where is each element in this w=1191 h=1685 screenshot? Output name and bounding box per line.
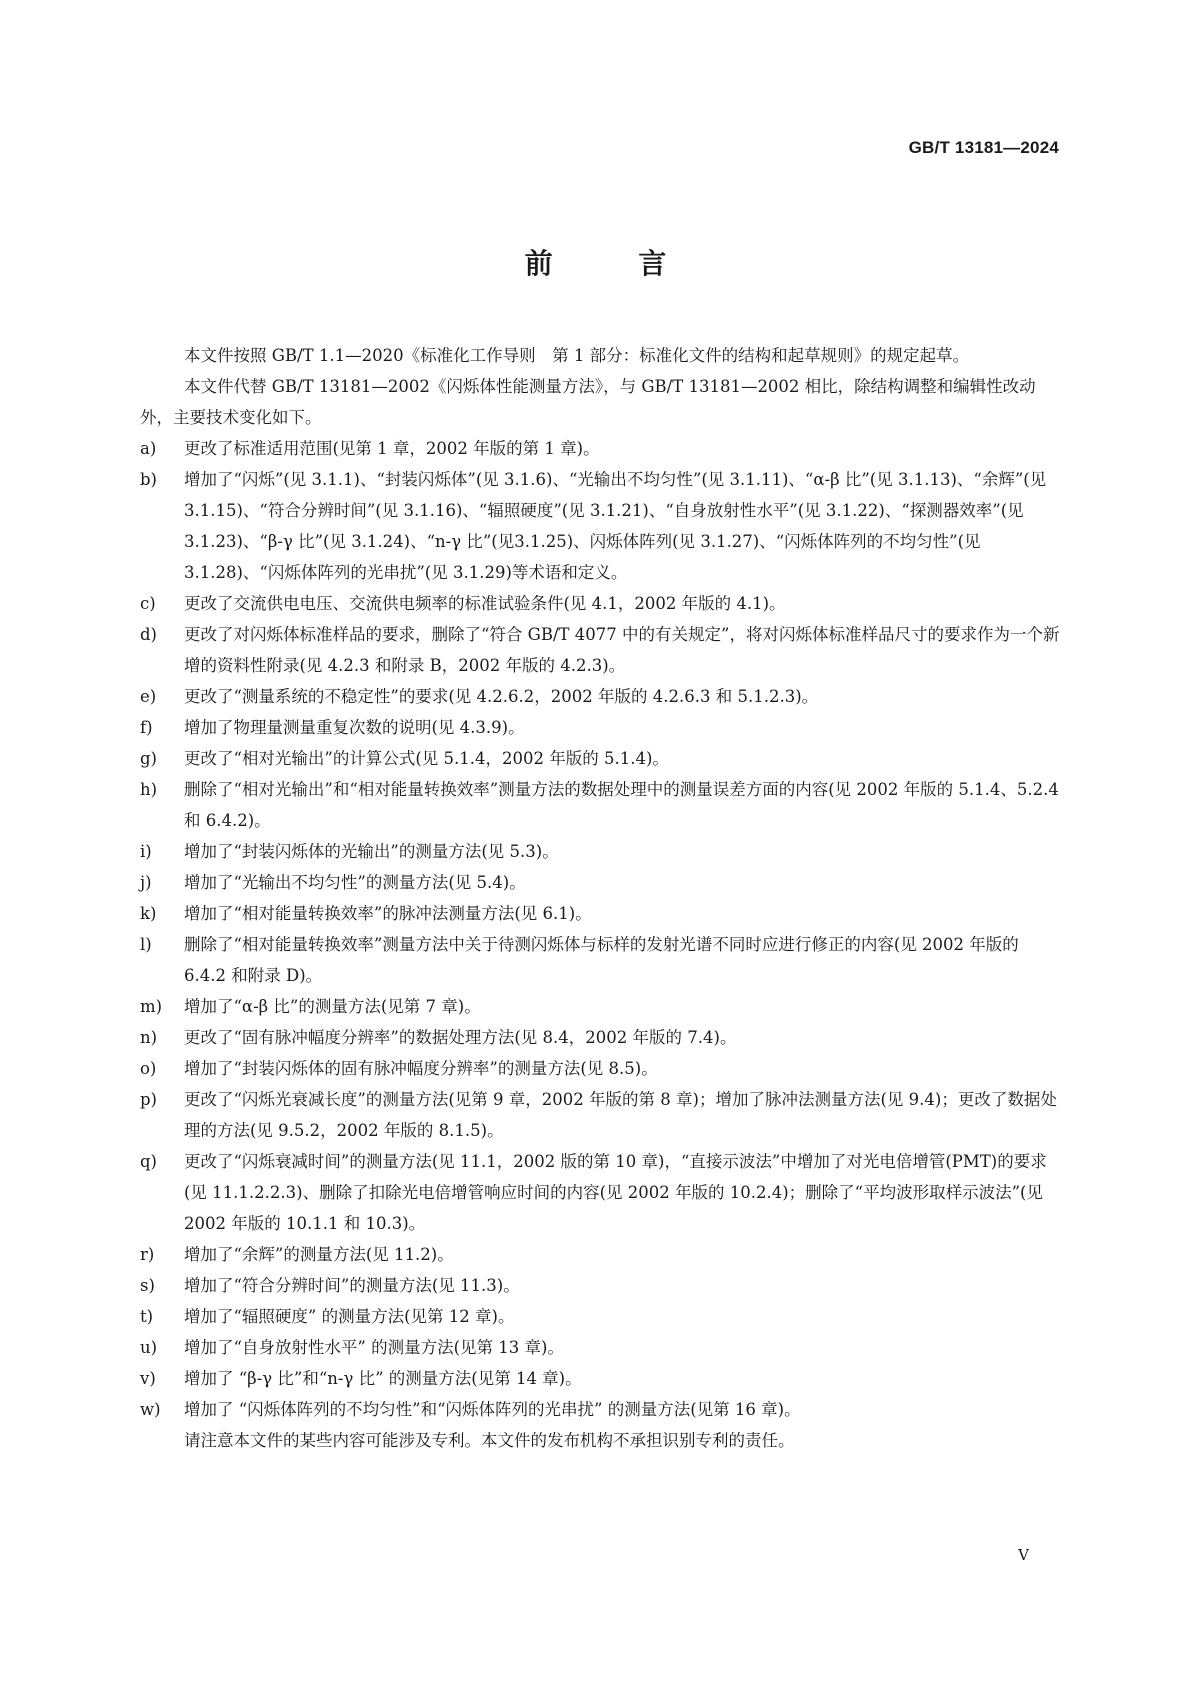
list-item xyxy=(140,1301,1060,1332)
list-item xyxy=(140,1270,1060,1301)
list-item-text: 更改了对闪烁体标准样品的要求，删除了“符合 GB/T 4077 中的有关规定”，将对闪烁体标准样品尺寸的要求作为一个新增的资料性附录(见 4.2.3 和附录 B，2002 年版的 4.2.3)。 xyxy=(184,625,1060,675)
list-item-label: s) xyxy=(140,1276,155,1295)
list-item-label: d) xyxy=(140,625,157,644)
list-item xyxy=(140,743,1060,774)
list-item xyxy=(140,464,1060,588)
list-item-label: r) xyxy=(140,1245,155,1264)
list-item-text: 增加了“辐照硬度” 的测量方法(见第 12 章)。 xyxy=(184,1307,515,1326)
list-item-text: 增加了“余辉”的测量方法(见 11.2)。 xyxy=(184,1245,454,1264)
list-item xyxy=(140,1022,1060,1053)
list-item-text: 增加了“封装闪烁体的光输出”的测量方法(见 5.3)。 xyxy=(184,842,559,861)
list-item-label: q) xyxy=(140,1152,157,1171)
list-item xyxy=(140,588,1060,619)
list-item xyxy=(140,712,1060,743)
list-item-label: k) xyxy=(140,904,157,923)
intro-paragraph: 本文件按照 GB/T 1.1—2020《标准化工作导则 第 1 部分：标准化文件的结构和起草规则》的规定起草。 xyxy=(184,346,970,365)
list-item-text: 删除了“相对光输出”和“相对能量转换效率”测量方法的数据处理中的测量误差方面的内容(见 2002 年版的 5.1.4、5.2.4 和 6.4.2)。 xyxy=(184,780,1059,830)
list-item-text: 增加了“相对能量转换效率”的脉冲法测量方法(见 6.1)。 xyxy=(184,904,592,923)
list-item-text: 增加了“α-β 比”的测量方法(见第 7 章)。 xyxy=(184,997,481,1016)
patent-notice: 请注意本文件的某些内容可能涉及专利。本文件的发布机构不承担识别专利的责任。 xyxy=(184,1431,795,1450)
list-item-label: b) xyxy=(140,470,157,489)
list-item-label: w) xyxy=(140,1400,161,1419)
list-item-text: 更改了“固有脉冲幅度分辨率”的数据处理方法(见 8.4，2002 年版的 7.4)。 xyxy=(184,1028,737,1047)
list-item xyxy=(140,433,1060,464)
list-item xyxy=(140,898,1060,929)
list-item-text: 增加了“自身放射性水平” 的测量方法(见第 13 章)。 xyxy=(184,1338,564,1357)
list-item-label: n) xyxy=(140,1028,158,1047)
intro-paragraph: 本文件代替 GB/T 13181—2002《闪烁体性能测量方法》，与 GB/T 13181—2002 相比，除结构调整和编辑性改动外，主要技术变化如下。 xyxy=(140,377,1036,427)
list-item-label: o) xyxy=(140,1059,157,1078)
list-item-text: 更改了交流供电电压、交流供电频率的标准试验条件(见 4.1，2002 年版的 4.1)。 xyxy=(184,594,786,613)
list-item-text: 删除了“相对能量转换效率”测量方法中关于待测闪烁体与标样的发射光谱不同时应进行修正的内容(见 2002 年版的 6.4.2 和附录 D)。 xyxy=(184,935,1019,985)
list-item xyxy=(140,681,1060,712)
list-item-text: 更改了“相对光输出”的计算公式(见 5.1.4，2002 年版的 5.1.4)。 xyxy=(184,749,669,768)
list-item-label: a) xyxy=(140,439,157,458)
list-item xyxy=(140,836,1060,867)
list-item xyxy=(140,991,1060,1022)
page-title: 前 言 xyxy=(524,247,705,280)
list-item-label: u) xyxy=(140,1338,158,1357)
list-item xyxy=(140,1084,1060,1146)
change-list xyxy=(140,433,1060,1425)
list-item-label: m) xyxy=(140,997,163,1016)
list-item-label: g) xyxy=(140,749,157,768)
list-item-text: 增加了“封装闪烁体的固有脉冲幅度分辨率”的测量方法(见 8.5)。 xyxy=(184,1059,658,1078)
list-item xyxy=(140,774,1060,836)
list-item xyxy=(140,1146,1060,1239)
list-item xyxy=(140,1053,1060,1084)
list-item xyxy=(140,1239,1060,1270)
list-item-text: 增加了“闪烁”(见 3.1.1)、“封装闪烁体”(见 3.1.6)、“光输出不均匀性”(见 3.1.11)、“α-β 比”(见 3.1.13)、“余辉”(见 3.1.15)、“符合分辨时间”(见 3.1.16)、“辐照硬度”(见 3.1.21)、“自身放射性水平”(见 3.1.22)、“探测器效率”(见 3.1.23)、“β-γ 比”(见 3.1.24)、“n-γ 比”(见3.1.25)、闪烁体阵列(见 3.1.27)、“闪烁体阵列的不均匀性”(见 3.1.28)、“闪烁体阵列的光串扰”(见 3.1.29)等术语和定义。 xyxy=(184,470,1047,582)
list-item-label: e) xyxy=(140,687,157,706)
list-item-text: 增加了“光输出不均匀性”的测量方法(见 5.4)。 xyxy=(184,873,526,892)
list-item-label: h) xyxy=(140,780,158,799)
list-item-label: v) xyxy=(140,1369,156,1388)
list-item-label: f) xyxy=(140,718,153,737)
page-number: V xyxy=(1018,1546,1029,1564)
list-item-text: 增加了 “β-γ 比”和“n-γ 比” 的测量方法(见第 14 章)。 xyxy=(184,1369,582,1388)
list-item-text: 增加了 “闪烁体阵列的不均匀性”和“闪烁体阵列的光串扰” 的测量方法(见第 16 章)。 xyxy=(184,1400,801,1419)
list-item-label: l) xyxy=(140,935,152,954)
list-item xyxy=(140,1394,1060,1425)
standard-code: GB/T 13181—2024 xyxy=(908,138,1059,157)
list-item xyxy=(140,867,1060,898)
list-item-label: j) xyxy=(140,873,152,892)
list-item xyxy=(140,1332,1060,1363)
list-item-label: t) xyxy=(140,1307,154,1326)
list-item-text: 增加了物理量测量重复次数的说明(见 4.3.9)。 xyxy=(184,718,525,737)
list-item-label: p) xyxy=(140,1090,157,1109)
list-item-text: 更改了“闪烁光衰减长度”的测量方法(见第 9 章，2002 年版的第 8 章)；增加了脉冲法测量方法(见 9.4)；更改了数据处理的方法(见 9.5.2，2002 年版的 8.1.5)。 xyxy=(184,1090,1057,1140)
list-item-label: c) xyxy=(140,594,156,613)
document-body xyxy=(140,340,1060,1456)
list-item-label: i) xyxy=(140,842,152,861)
list-item-text: 增加了“符合分辨时间”的测量方法(见 11.3)。 xyxy=(184,1276,520,1295)
list-item xyxy=(140,929,1060,991)
list-item-text: 更改了标准适用范围(见第 1 章，2002 年版的第 1 章)。 xyxy=(184,439,600,458)
list-item xyxy=(140,1363,1060,1394)
list-item xyxy=(140,619,1060,681)
list-item-text: 更改了“闪烁衰减时间”的测量方法(见 11.1，2002 版的第 10 章)，“直接示波法”中增加了对光电倍增管(PMT)的要求(见 11.1.2.2.3)、删除了扣除光电倍增管响应时间的内容(见 2002 年版的 10.2.4)；删除了“平均波形取样示波法”(见 2002 年版的 10.1.1 和 10.3)。 xyxy=(184,1152,1047,1233)
list-item-text: 更改了“测量系统的不稳定性”的要求(见 4.2.6.2，2002 年版的 4.2.6.3 和 5.1.2.3)。 xyxy=(184,687,819,706)
